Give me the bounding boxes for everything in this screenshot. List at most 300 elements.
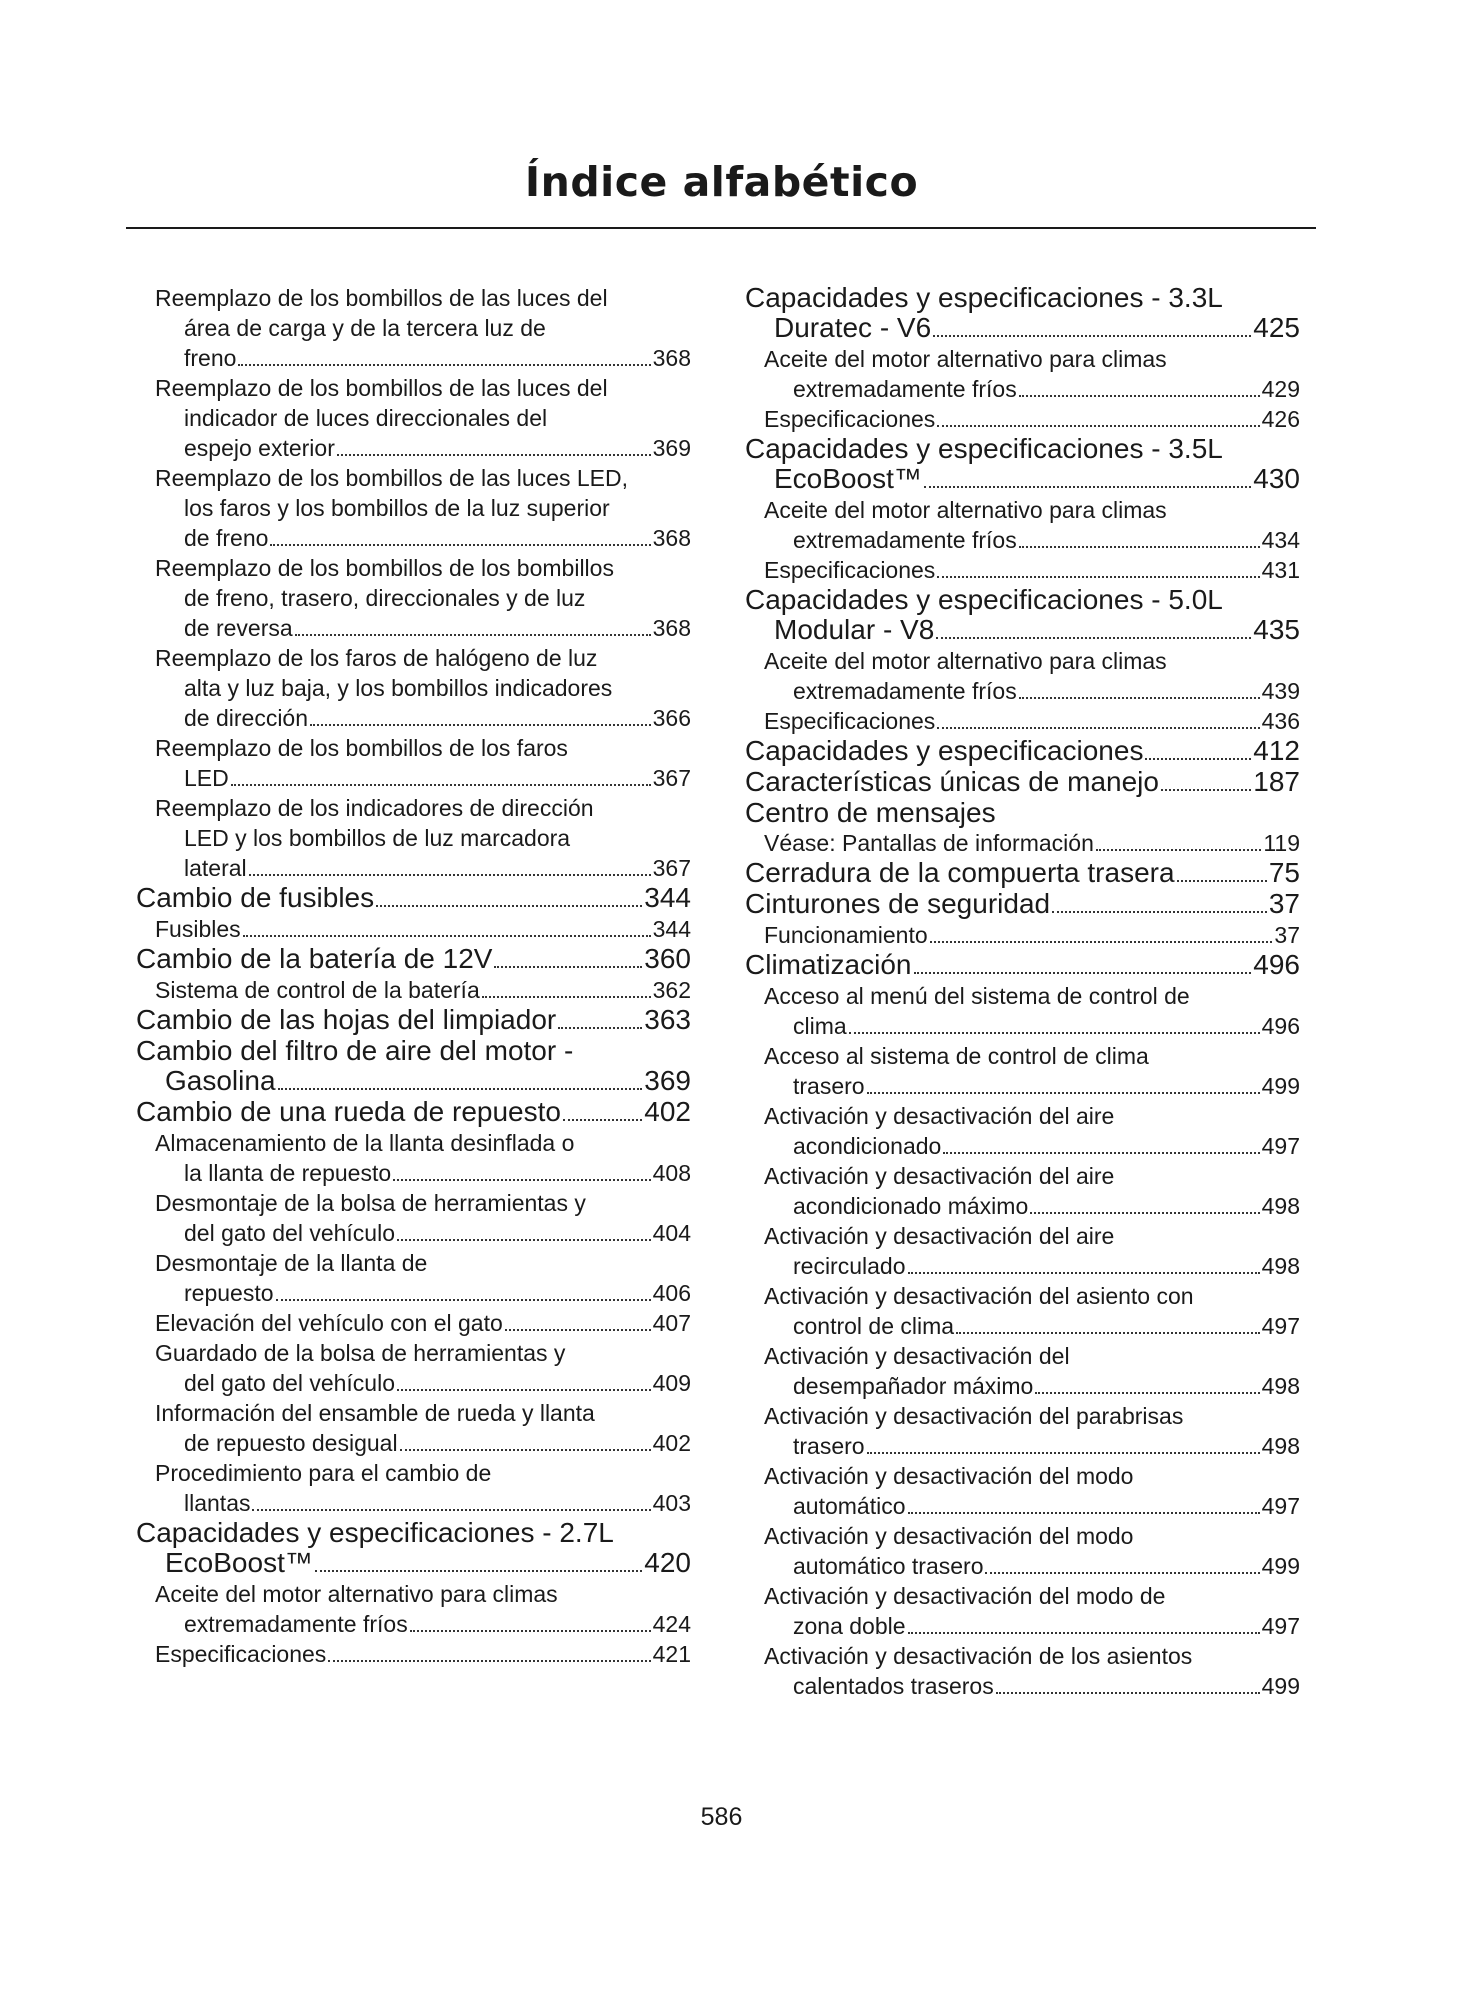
dot-leader <box>563 1119 642 1121</box>
index-page-ref[interactable]: 420 <box>644 1547 691 1578</box>
index-entry-text: Activación y desactivación del asiento con <box>764 1283 1194 1309</box>
index-entry-line <box>155 733 691 763</box>
index-entry-line <box>155 1609 691 1639</box>
index-entry-text: Cambio de la batería de 12V <box>136 943 493 974</box>
index-page-ref[interactable]: 430 <box>1253 463 1300 494</box>
index-entry-line <box>136 1005 691 1036</box>
index-page-ref[interactable]: 498 <box>1261 1433 1300 1459</box>
index-entry-line <box>745 434 1300 464</box>
index-page-ref[interactable]: 37 <box>1268 888 1300 919</box>
dot-leader <box>867 1452 1260 1454</box>
index-entry-line <box>155 1188 691 1218</box>
dot-leader <box>397 1389 651 1391</box>
dot-leader <box>410 1630 651 1632</box>
index-entry-line <box>155 1218 691 1248</box>
index-entry-text: Aceite del motor alternativo para climas <box>764 497 1167 523</box>
index-entry-line <box>745 889 1300 920</box>
index-page-ref[interactable]: 408 <box>652 1160 691 1186</box>
index-entry-line <box>764 1641 1300 1671</box>
dot-leader <box>1035 1392 1259 1394</box>
index-entry-line <box>155 343 691 373</box>
index-entry-line <box>136 883 691 914</box>
index-page-ref[interactable]: 431 <box>1261 557 1300 583</box>
index-entry-line <box>764 1251 1300 1281</box>
dot-leader <box>937 576 1259 578</box>
dot-leader <box>1052 911 1267 913</box>
index-entry-text: recirculado <box>793 1253 906 1279</box>
index-entry-line <box>764 1491 1300 1521</box>
index-entry-text: Centro de mensajes <box>745 797 996 828</box>
index-entry <box>136 1005 691 1036</box>
page-title: Índice alfabético <box>524 158 919 206</box>
dot-leader <box>558 1027 642 1029</box>
index-entry-text: Cerradura de la compuerta trasera <box>745 857 1175 888</box>
index-entry-line <box>764 525 1300 555</box>
index-entry-line <box>764 1011 1300 1041</box>
index-page-ref[interactable]: 406 <box>652 1280 691 1306</box>
index-entry-line <box>745 798 1300 828</box>
index-entry-line <box>764 495 1300 525</box>
dot-leader <box>249 874 651 876</box>
index-entry-text: Acceso al menú del sistema de control de <box>764 983 1190 1009</box>
dot-leader <box>278 1088 643 1090</box>
index-page-ref[interactable]: 360 <box>644 943 691 974</box>
index-entry-line <box>745 950 1300 981</box>
index-page-ref[interactable]: 75 <box>1268 857 1300 888</box>
index-entry-line <box>136 1066 691 1097</box>
index-entry-text: Activación y desactivación del aire <box>764 1223 1115 1249</box>
index-entry <box>136 1097 691 1128</box>
index-entry-text: Reemplazo de los bombillos de los faros <box>155 735 568 761</box>
index-entry-text: extremadamente fríos <box>793 678 1017 704</box>
index-page-ref[interactable]: 344 <box>652 916 691 942</box>
index-entry-line <box>155 763 691 793</box>
index-page-ref[interactable]: 368 <box>652 525 691 551</box>
index-page-ref[interactable]: 497 <box>1261 1493 1300 1519</box>
index-entry-line <box>764 1671 1300 1701</box>
index-page-ref[interactable]: 412 <box>1253 735 1300 766</box>
dot-leader <box>310 724 651 726</box>
index-entry-text: Cambio de las hojas del limpiador <box>136 1004 557 1035</box>
index-entry-line <box>764 1461 1300 1491</box>
index-entry-line <box>155 673 691 703</box>
index-entry-line <box>745 767 1300 798</box>
index-entry <box>136 1458 691 1518</box>
index-entry-text: Aceite del motor alternativo para climas <box>155 1581 558 1607</box>
index-page-ref[interactable]: 362 <box>652 977 691 1003</box>
index-page-ref[interactable]: 498 <box>1261 1253 1300 1279</box>
index-page-ref[interactable]: 425 <box>1253 312 1300 343</box>
dot-leader <box>1019 546 1260 548</box>
dot-leader <box>996 1692 1260 1694</box>
index-entry <box>745 1161 1300 1221</box>
index-entry-text: Activación y desactivación del <box>764 1343 1070 1369</box>
index-entry-line <box>745 283 1300 313</box>
index-entry-line <box>155 1579 691 1609</box>
index-page-ref[interactable]: 424 <box>652 1611 691 1637</box>
index-entry-line <box>764 828 1300 858</box>
index-entry-text: de freno, trasero, direccionales y de luz <box>184 585 586 611</box>
index-page-ref[interactable]: 426 <box>1261 406 1300 432</box>
index-entry-text: calentados traseros <box>793 1673 994 1699</box>
index-entry-line <box>155 1128 691 1158</box>
index-entry <box>136 1639 691 1669</box>
index-entry-line <box>764 981 1300 1011</box>
dot-leader <box>400 1449 651 1451</box>
dot-leader <box>243 935 651 937</box>
index-entry-line <box>745 464 1300 495</box>
dot-leader <box>295 634 651 636</box>
index-entry <box>136 553 691 643</box>
dot-leader <box>1145 758 1251 760</box>
index-entry <box>136 1248 691 1308</box>
index-entry-text: LED <box>184 765 229 791</box>
index-entry-text: Climatización <box>745 949 912 980</box>
index-entry <box>745 828 1300 858</box>
index-page-ref[interactable]: 497 <box>1261 1313 1300 1339</box>
index-entry <box>136 944 691 975</box>
dot-leader <box>849 1032 1260 1034</box>
index-entry-text: Información del ensamble de rueda y llanta <box>155 1400 595 1426</box>
index-entry-line <box>155 1398 691 1428</box>
dot-leader <box>397 1239 651 1241</box>
dot-leader <box>270 544 650 546</box>
index-entry-text: Especificaciones <box>764 406 936 432</box>
index-page-ref[interactable]: 119 <box>1263 830 1300 856</box>
dot-leader <box>914 972 1252 974</box>
index-page-ref[interactable]: 429 <box>1261 376 1300 402</box>
index-entry-text: extremadamente fríos <box>793 527 1017 553</box>
index-entry <box>745 981 1300 1041</box>
index-entry-text: desempañador máximo <box>793 1373 1034 1399</box>
dot-leader <box>908 1272 1260 1274</box>
index-entry-text: Duratec - V6 <box>774 312 932 343</box>
index-entry-line <box>136 1036 691 1066</box>
index-page-ref[interactable]: 498 <box>1261 1373 1300 1399</box>
index-entry-text: Activación y desactivación del aire <box>764 1163 1115 1189</box>
index-page-ref[interactable]: 367 <box>652 855 691 881</box>
index-page-ref[interactable]: 435 <box>1253 614 1300 645</box>
index-entry-line <box>155 463 691 493</box>
index-entry-line <box>155 313 691 343</box>
index-entry-line <box>764 1401 1300 1431</box>
index-entry <box>136 1518 691 1579</box>
index-entry-text: Véase: Pantallas de información <box>764 830 1094 856</box>
dot-leader <box>943 1152 1259 1154</box>
index-page-ref[interactable]: 499 <box>1261 1673 1300 1699</box>
dot-leader <box>252 1509 650 1511</box>
index-entry-text: de reversa <box>184 615 293 641</box>
index-entry <box>745 495 1300 555</box>
index-page-ref[interactable]: 368 <box>652 345 691 371</box>
index-entry-text: indicador de luces direccionales del <box>184 405 548 431</box>
dot-leader <box>337 454 651 456</box>
index-page-ref[interactable]: 434 <box>1261 527 1300 553</box>
index-entry-text: Especificaciones <box>155 1641 327 1667</box>
index-entry-line <box>745 858 1300 889</box>
index-entry <box>745 920 1300 950</box>
index-entry-text: del gato del vehículo <box>184 1220 395 1246</box>
index-entry-line <box>155 703 691 733</box>
index-entry <box>745 404 1300 434</box>
dot-leader <box>315 1570 642 1572</box>
index-entry-text: de dirección <box>184 705 309 731</box>
index-entry-text: Activación y desactivación del modo <box>764 1463 1134 1489</box>
index-entry-line <box>764 1311 1300 1341</box>
index-entry-text: de repuesto desigual <box>184 1430 398 1456</box>
index-entry <box>136 1128 691 1188</box>
index-entry <box>745 585 1300 646</box>
index-entry-text: Modular - V8 <box>774 614 935 645</box>
index-entry <box>136 1188 691 1248</box>
index-entry-line <box>764 920 1300 950</box>
index-entry-line <box>155 1428 691 1458</box>
index-entry-text: de freno <box>184 525 269 551</box>
index-column-left <box>136 283 691 1669</box>
index-entry-text: Capacidades y especificaciones - 2.7L <box>136 1517 614 1548</box>
index-entry <box>745 646 1300 706</box>
dot-leader <box>1030 1212 1259 1214</box>
index-entry <box>745 344 1300 404</box>
index-entry-text: Gasolina <box>165 1065 276 1096</box>
index-entry-line <box>745 615 1300 646</box>
index-page-ref[interactable]: 421 <box>652 1641 691 1667</box>
index-entry-line <box>764 1161 1300 1191</box>
dot-leader <box>933 335 1251 337</box>
index-page-ref[interactable]: 403 <box>652 1490 691 1516</box>
dot-leader <box>1019 395 1260 397</box>
index-page-ref[interactable]: 402 <box>644 1096 691 1127</box>
index-entry-text: Guardado de la bolsa de herramientas y <box>155 1340 566 1366</box>
index-entry-line <box>155 1639 691 1669</box>
index-page-ref[interactable]: 367 <box>652 765 691 791</box>
index-entry <box>745 283 1300 344</box>
index-entry-line <box>764 1431 1300 1461</box>
index-entry <box>745 706 1300 736</box>
index-entry-line <box>764 1611 1300 1641</box>
index-entry <box>745 798 1300 828</box>
index-entry-text: Procedimiento para el cambio de <box>155 1460 492 1486</box>
index-entry-text: extremadamente fríos <box>793 376 1017 402</box>
index-entry-line <box>155 613 691 643</box>
index-entry <box>745 1221 1300 1281</box>
index-entry-text: Capacidades y especificaciones - 3.5L <box>745 433 1223 464</box>
index-entry <box>745 1401 1300 1461</box>
dot-leader <box>924 486 1251 488</box>
index-entry-text: LED y los bombillos de luz marcadora <box>184 825 571 851</box>
index-page-ref[interactable]: 497 <box>1261 1613 1300 1639</box>
index-entry-text: Activación y desactivación del modo de <box>764 1583 1166 1609</box>
index-entry <box>136 1398 691 1458</box>
index-entry <box>745 1461 1300 1521</box>
index-entry-text: Cambio de fusibles <box>136 882 375 913</box>
index-entry <box>745 1641 1300 1701</box>
index-entry-line <box>764 1371 1300 1401</box>
dot-leader <box>376 905 642 907</box>
index-entry-text: lateral <box>184 855 247 881</box>
index-entry-line <box>155 975 691 1005</box>
dot-leader <box>231 784 651 786</box>
index-entry <box>136 883 691 914</box>
page-number: 586 <box>700 1803 743 1831</box>
index-entry-text: Activación y desactivación del aire <box>764 1103 1115 1129</box>
index-entry-text: EcoBoost™ <box>165 1547 313 1578</box>
dot-leader <box>985 1572 1259 1574</box>
index-page-ref[interactable]: 404 <box>652 1220 691 1246</box>
index-entry-line <box>136 944 691 975</box>
index-entry <box>136 373 691 463</box>
index-page-ref[interactable]: 187 <box>1253 766 1300 797</box>
dot-leader <box>908 1512 1260 1514</box>
index-entry-text: Sistema de control de la batería <box>155 977 480 1003</box>
index-entry-text: Desmontaje de la bolsa de herramientas y <box>155 1190 586 1216</box>
dot-leader <box>393 1179 650 1181</box>
index-entry-line <box>764 374 1300 404</box>
index-entry-text: freno <box>184 345 237 371</box>
index-page-ref[interactable]: 402 <box>652 1430 691 1456</box>
index-entry-text: Capacidades y especificaciones - 5.0L <box>745 584 1223 615</box>
index-entry-line <box>155 1488 691 1518</box>
index-entry-text: Activación y desactivación del modo <box>764 1523 1134 1549</box>
index-page-ref[interactable]: 363 <box>644 1004 691 1035</box>
index-entry-text: Aceite del motor alternativo para climas <box>764 648 1167 674</box>
index-entry-text: automático <box>793 1493 906 1519</box>
index-entry-line <box>764 1521 1300 1551</box>
index-entry-line <box>155 1368 691 1398</box>
dot-leader <box>238 364 650 366</box>
index-entry <box>745 736 1300 767</box>
index-entry-line <box>155 553 691 583</box>
index-entry-text: Reemplazo de los faros de halógeno de luz <box>155 645 598 671</box>
index-page-ref[interactable]: 498 <box>1261 1193 1300 1219</box>
index-entry-line <box>155 914 691 944</box>
index-page-ref[interactable]: 496 <box>1261 1013 1300 1039</box>
index-entry-line <box>764 1221 1300 1251</box>
index-entry-text: repuesto <box>184 1280 274 1306</box>
index-entry-line <box>155 823 691 853</box>
index-page-ref[interactable]: 366 <box>652 705 691 731</box>
index-entry-line <box>764 1551 1300 1581</box>
index-page-ref[interactable]: 409 <box>652 1370 691 1396</box>
index-page-ref[interactable]: 499 <box>1261 1073 1300 1099</box>
index-entry-line <box>155 1458 691 1488</box>
index-entry <box>745 1041 1300 1101</box>
index-entry-text: llantas <box>184 1490 251 1516</box>
index-entry-text: Desmontaje de la llanta de <box>155 1250 428 1276</box>
index-entry-text: Reemplazo de los bombillos de las luces del <box>155 285 608 311</box>
index-page-ref[interactable]: 369 <box>644 1065 691 1096</box>
index-entry-line <box>764 646 1300 676</box>
index-entry-line <box>764 1131 1300 1161</box>
dot-leader <box>1096 849 1261 851</box>
index-page-ref[interactable]: 369 <box>652 435 691 461</box>
index-entry-line <box>745 313 1300 344</box>
index-page-ref[interactable]: 344 <box>644 882 691 913</box>
index-entry-text: extremadamente fríos <box>184 1611 408 1637</box>
index-entry-line <box>155 1338 691 1368</box>
index-entry-line <box>155 1308 691 1338</box>
index-entry-text: Características únicas de manejo <box>745 766 1159 797</box>
index-entry-line <box>155 1278 691 1308</box>
index-entry <box>136 793 691 883</box>
index-page-ref[interactable]: 37 <box>1274 922 1300 948</box>
index-entry <box>745 889 1300 920</box>
dot-leader <box>956 1332 1260 1334</box>
index-entry <box>745 1521 1300 1581</box>
dot-leader <box>1161 789 1251 791</box>
index-entry <box>745 767 1300 798</box>
index-entry-line <box>155 373 691 403</box>
index-entry <box>745 1581 1300 1641</box>
index-entry <box>745 1281 1300 1341</box>
index-entry-text: Capacidades y especificaciones <box>745 735 1144 766</box>
dot-leader <box>937 727 1259 729</box>
index-entry-text: Fusibles <box>155 916 241 942</box>
index-entry-text: Reemplazo de los indicadores de dirección <box>155 795 594 821</box>
index-entry <box>745 555 1300 585</box>
index-column-right <box>745 283 1300 1701</box>
index-entry <box>136 1338 691 1398</box>
index-page-ref[interactable]: 439 <box>1261 678 1300 704</box>
index-entry-text: zona doble <box>793 1613 906 1639</box>
index-page-ref[interactable]: 407 <box>652 1310 691 1336</box>
title-divider <box>126 227 1316 229</box>
index-page-ref[interactable]: 497 <box>1261 1133 1300 1159</box>
index-entry-text: Especificaciones <box>764 708 936 734</box>
index-entry-text: Funcionamiento <box>764 922 928 948</box>
index-entry-line <box>764 676 1300 706</box>
index-entry-text: clima <box>793 1013 847 1039</box>
index-entry-line <box>764 1191 1300 1221</box>
index-entry <box>136 463 691 553</box>
dot-leader <box>494 966 642 968</box>
index-entry-line <box>764 344 1300 374</box>
dot-leader <box>867 1092 1260 1094</box>
index-entry <box>136 1308 691 1338</box>
index-entry-text: Elevación del vehículo con el gato <box>155 1310 503 1336</box>
index-entry-text: acondicionado máximo <box>793 1193 1029 1219</box>
index-entry-line <box>155 403 691 433</box>
index-entry-line <box>155 793 691 823</box>
index-page-ref[interactable]: 496 <box>1253 949 1300 980</box>
index-entry <box>136 1036 691 1097</box>
index-entry-line <box>155 853 691 883</box>
dot-leader <box>937 425 1259 427</box>
index-page-ref[interactable]: 368 <box>652 615 691 641</box>
index-entry-text: del gato del vehículo <box>184 1370 395 1396</box>
index-entry-text: Acceso al sistema de control de clima <box>764 1043 1149 1069</box>
index-entry <box>136 914 691 944</box>
index-entry-text: Reemplazo de los bombillos de las luces del <box>155 375 608 401</box>
dot-leader <box>328 1660 650 1662</box>
index-entry-text: alta y luz baja, y los bombillos indicadores <box>184 675 613 701</box>
index-entry-text: control de clima <box>793 1313 955 1339</box>
index-page-ref[interactable]: 499 <box>1261 1553 1300 1579</box>
index-entry <box>745 950 1300 981</box>
index-entry-text: Cinturones de seguridad <box>745 888 1051 919</box>
index-entry-line <box>764 1071 1300 1101</box>
index-entry-line <box>745 585 1300 615</box>
index-page-ref[interactable]: 436 <box>1261 708 1300 734</box>
index-entry-text: trasero <box>793 1073 865 1099</box>
dot-leader <box>1177 880 1267 882</box>
dot-leader <box>936 637 1251 639</box>
dot-leader <box>505 1329 651 1331</box>
index-entry-line <box>155 1248 691 1278</box>
index-entry-text: área de carga y de la tercera luz de <box>184 315 546 341</box>
index-entry-text: Reemplazo de los bombillos de los bombillos <box>155 555 614 581</box>
index-entry-line <box>155 493 691 523</box>
